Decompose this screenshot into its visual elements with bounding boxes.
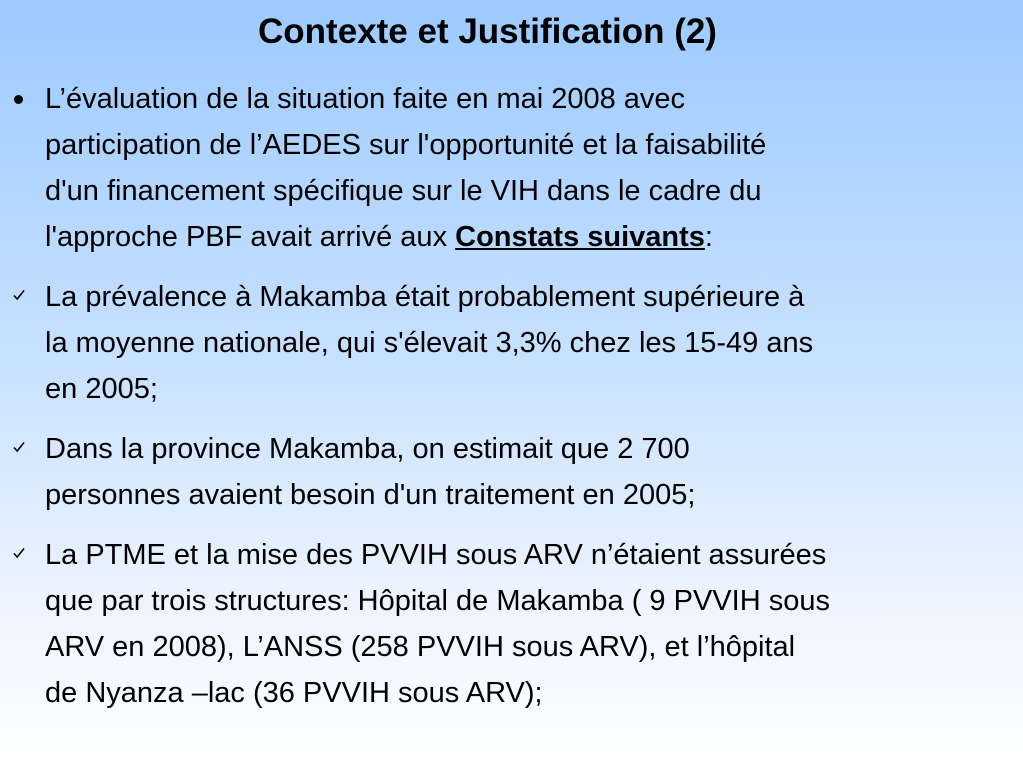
- bullet-list: [0, 76, 1023, 716]
- checkmark-icon: [10, 426, 34, 472]
- slide-title: Contexte et Justification (2): [258, 12, 717, 51]
- bullet-line: L’évaluation de la situation faite en mai 2008 avec: [45, 83, 686, 115]
- bullet-item-ptme: [0, 532, 1023, 716]
- constats-suivants-emphasis: Constats suivants: [455, 221, 705, 253]
- bullet-line: personnes avaient besoin d'un traitement en 2005;: [45, 479, 696, 511]
- round-bullet-icon: [10, 76, 34, 122]
- bullet-line: La prévalence à Makamba était probablement supérieure à: [45, 281, 805, 313]
- bullet-line: en 2005;: [45, 373, 158, 405]
- bullet-line: ARV en 2008), L’ANSS (258 PVVIH sous ARV), et l’hôpital: [45, 631, 796, 663]
- bullet-line: [45, 214, 1023, 260]
- checkmark-icon: [10, 274, 34, 320]
- bullet-line: la moyenne nationale, qui s'élevait 3,3% chez les 15-49 ans: [45, 327, 814, 359]
- bullet-line-text: l'approche PBF avait arrivé aux: [45, 221, 456, 253]
- bullet-line: participation de l’AEDES sur l'opportunité et la faisabilité: [45, 129, 767, 161]
- colon-text: :: [704, 221, 713, 253]
- bullet-line: que par trois structures: Hôpital de Makamba ( 9 PVVIH sous: [45, 585, 830, 617]
- bullet-item-prevalence: [0, 274, 1023, 412]
- bullet-item-evaluation: [0, 76, 1023, 260]
- bullet-line: de Nyanza –lac (36 PVVIH sous ARV);: [45, 677, 543, 709]
- bullet-line: Dans la province Makamba, on estimait que 2 700: [45, 433, 690, 465]
- bullet-line: La PTME et la mise des PVVIH sous ARV n’étaient assurées: [45, 539, 827, 571]
- bullet-line: d'un financement spécifique sur le VIH dans le cadre du: [45, 175, 762, 207]
- bullet-item-makamba-province: [0, 426, 1023, 518]
- checkmark-icon: [10, 532, 34, 578]
